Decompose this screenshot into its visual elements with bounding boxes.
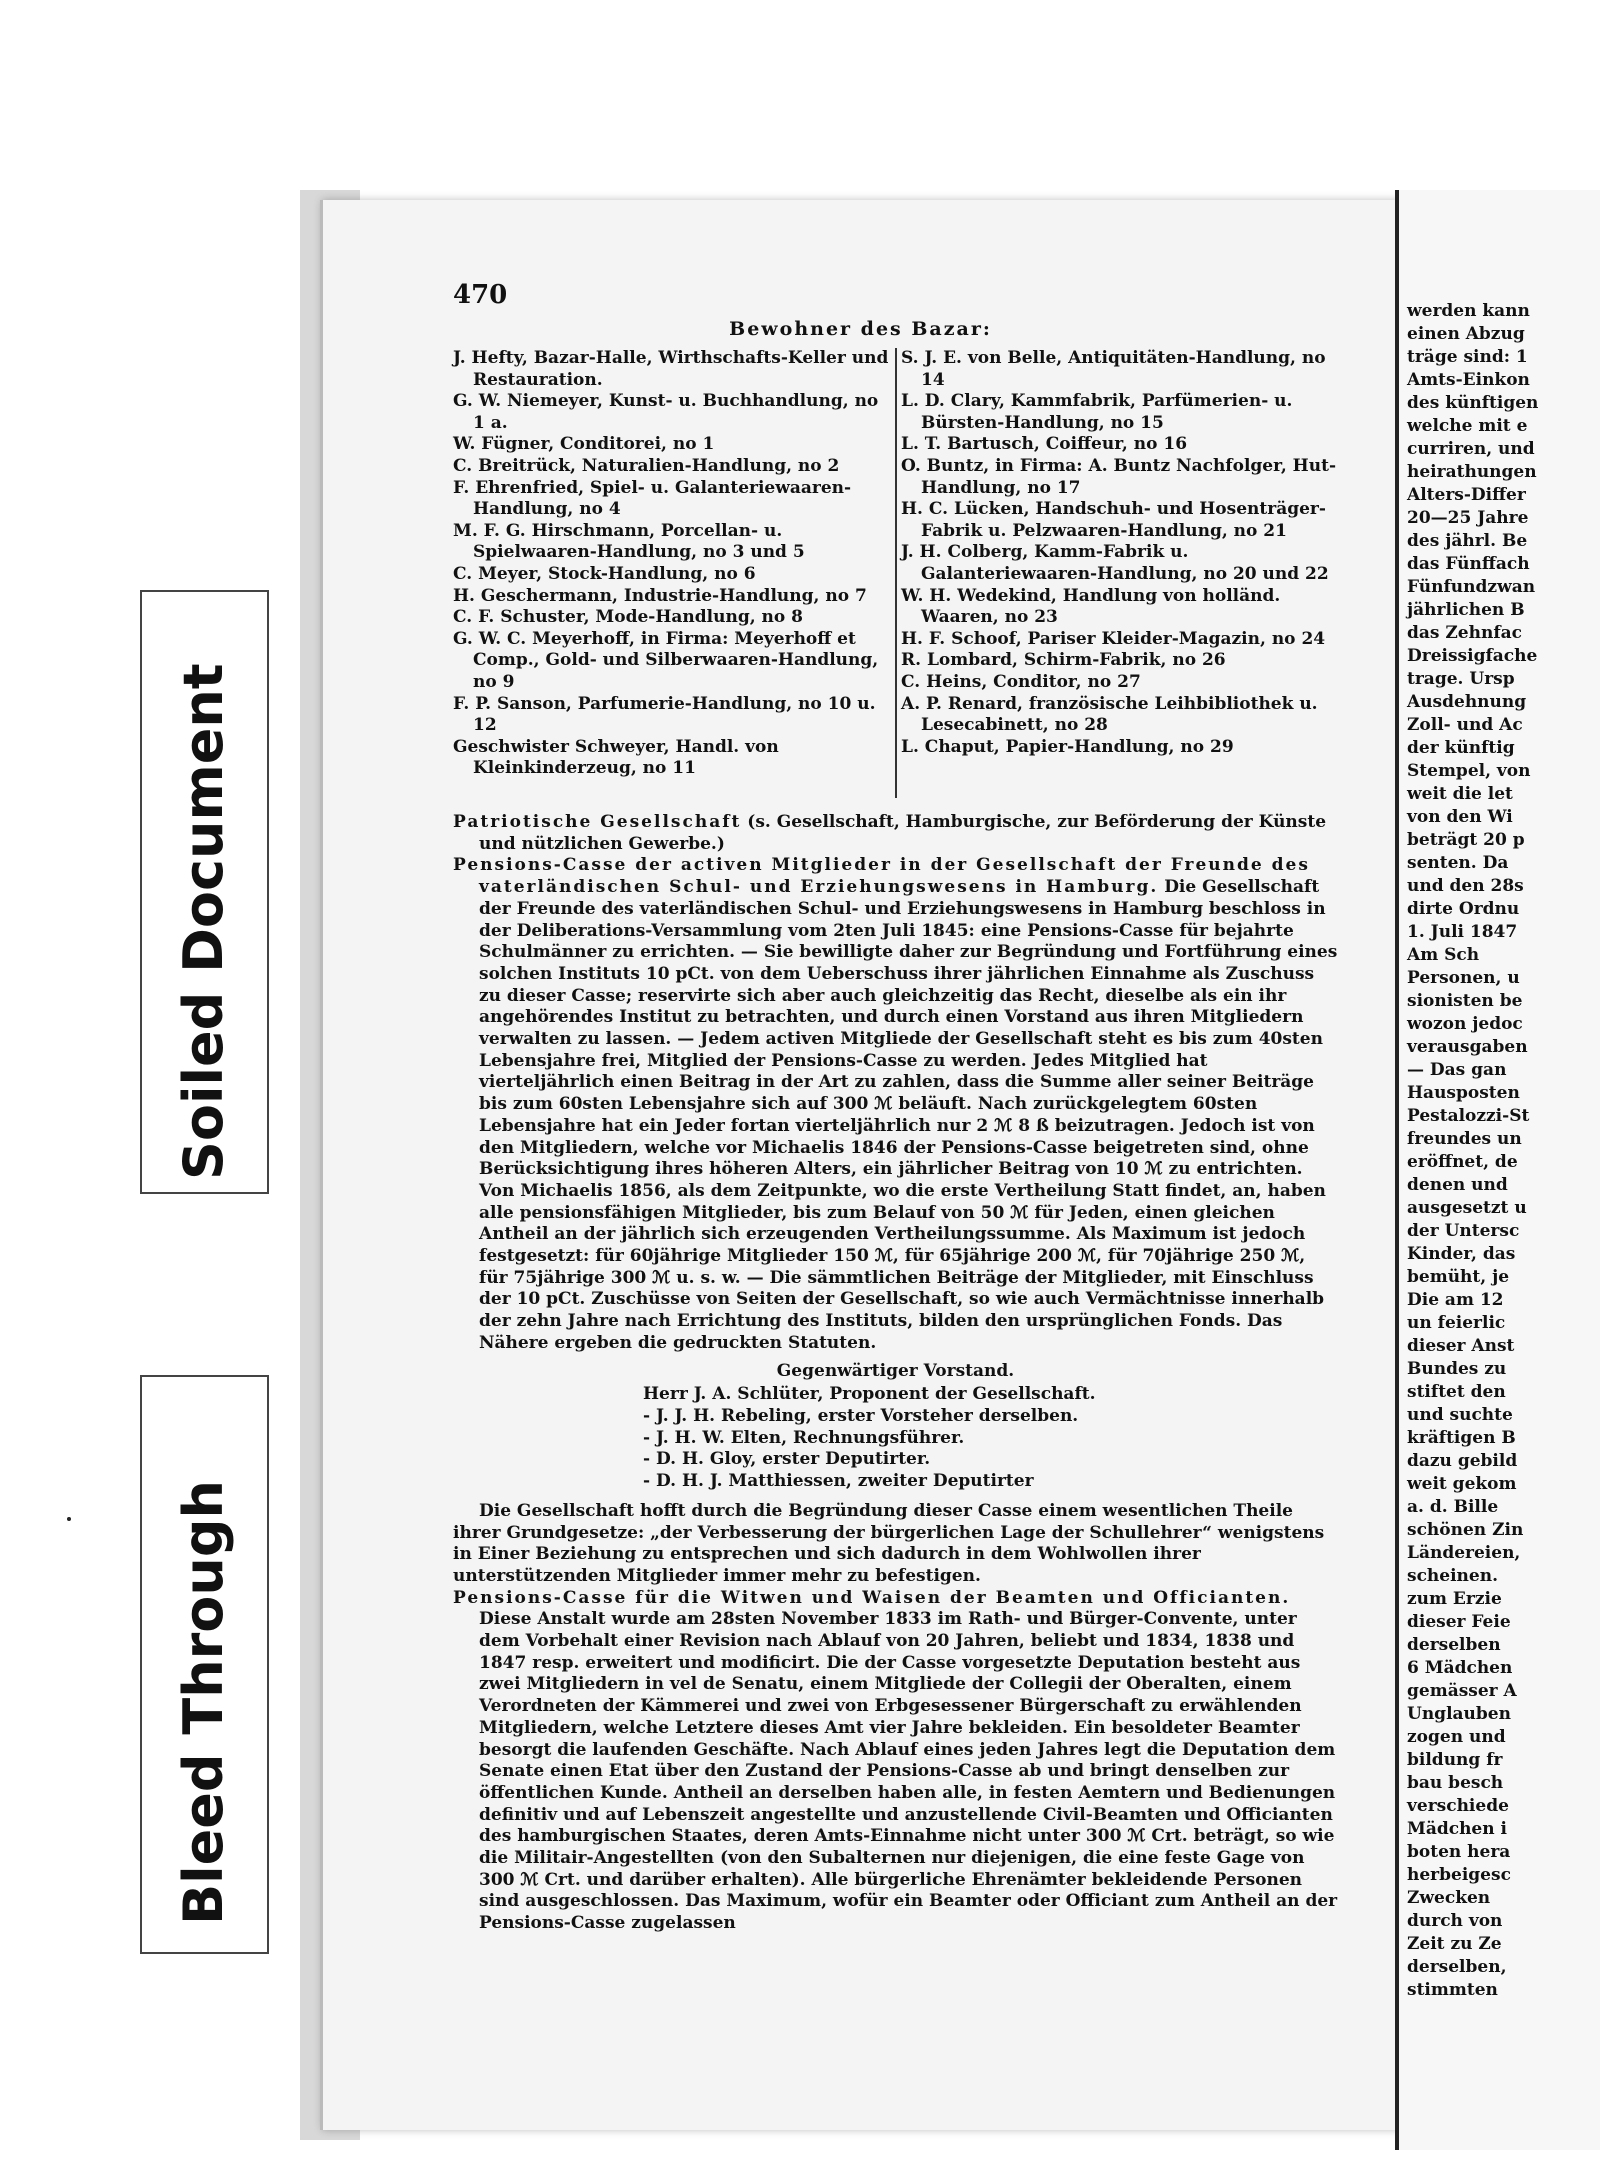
- adjacent-page-line: welche mit e: [1407, 416, 1528, 436]
- adjacent-page-line: zum Erzie: [1407, 1589, 1502, 1609]
- adjacent-page-line: wozon jedoc: [1407, 1014, 1523, 1034]
- adjacent-page-line: a. d. Bille: [1407, 1497, 1499, 1517]
- adjacent-page-line: weit die let: [1407, 784, 1513, 804]
- adjacent-page-line: gemässer A: [1407, 1681, 1517, 1701]
- section-heading: Bewohner des Bazar:: [729, 318, 992, 340]
- directory-entry: W. Fügner, Conditorei, no 1: [453, 434, 715, 455]
- adjacent-page-line: sionisten be: [1407, 991, 1523, 1011]
- document-page: [320, 200, 1398, 2130]
- adjacent-page-line: Die am 12: [1407, 1290, 1504, 1310]
- adjacent-page-line: bemüht, je: [1407, 1267, 1510, 1287]
- adjacent-page-line: beträgt 20 p: [1407, 830, 1525, 850]
- adjacent-page-line: Unglauben: [1407, 1704, 1511, 1724]
- adjacent-page-fragment: [1395, 190, 1600, 2150]
- adjacent-page-line: und den 28s: [1407, 876, 1524, 896]
- board-title: Gegenwärtiger Vorstand.: [776, 1360, 1015, 1381]
- adjacent-page-line: Hausposten: [1407, 1083, 1520, 1103]
- adjacent-page-line: Pestalozzi-St: [1407, 1106, 1530, 1126]
- adjacent-page-line: das Zehnfac: [1407, 623, 1523, 643]
- adjacent-page-line: Kinder, das: [1407, 1244, 1516, 1264]
- pensions-casse-1-closing: Die Gesellschaft hofft durch die Begründung dieser Casse einem wesentlichen Theile ihrer Grundgesetze: „der Verbesserung der bürgerlichen Lage der Schullehrer“ wenigstens in Einer Beziehung zu entsprechen und sich dadurch in dem Wohlwollen ihrer unterstützenden Mitglieder immer mehr zu befestigen.: [453, 1500, 1325, 1586]
- adjacent-page-line: herbeigesc: [1407, 1865, 1511, 1885]
- directory-entry: H. Geschermann, Industrie-Handlung, no 7: [453, 585, 867, 606]
- main-body-text: [453, 812, 1338, 1935]
- directory-entry: J. Hefty, Bazar-Halle, Wirthschafts-Keller und Restauration.: [453, 348, 889, 390]
- adjacent-page-line: Mädchen i: [1407, 1819, 1507, 1839]
- directory-right-column: [901, 348, 1343, 758]
- directory-entry: J. H. Colberg, Kamm-Fabrik u. Galanteriewaaren-Handlung, no 20 und 22: [901, 542, 1329, 584]
- adjacent-page-line: 20—25 Jahre: [1407, 508, 1529, 528]
- adjacent-page-line: denen und: [1407, 1175, 1508, 1195]
- adjacent-page-line: — Das gan: [1407, 1060, 1507, 1080]
- board-member: - D. H. Gloy, erster Deputirter.: [643, 1449, 931, 1470]
- adjacent-page-line: Fünfundzwan: [1407, 577, 1536, 597]
- adjacent-page-line: bau besch: [1407, 1773, 1504, 1793]
- directory-entry: G. W. C. Meyerhoff, in Firma: Meyerhoff et Comp., Gold- und Silberwaaren-Handlung, no 9: [453, 628, 879, 692]
- board-member: - J. J. H. Rebeling, erster Vorsteher derselben.: [643, 1405, 1079, 1426]
- adjacent-page-line: eröffnet, de: [1407, 1152, 1518, 1172]
- directory-entry: H. C. Lücken, Handschuh- und Hosenträger-Fabrik u. Pelzwaaren-Handlung, no 21: [901, 499, 1326, 541]
- adjacent-page-line: weit gekom: [1407, 1474, 1517, 1494]
- pensions-casse-1-text: Die Gesellschaft der Freunde des vaterländischen Schul- und Erziehungswesens in Hamburg beschloss in der Deliberations-Versammlung vom 2ten Juli 1845: eine Pensions-Casse für bejahrte Schulmänner zu errichten. — Sie bewilligte daher zur Begründung und Fortführung eines solchen Instituts 10 pCt. von dem Ueberschuss ihrer jährlichen Einnahme als Zuschuss zu dieser Casse; reservirte sich aber auch gleichzeitig das Recht, dieselbe als ein ihr angehörendes Institut zu betrachten, und durch einen Vorstand aus ihren Mitgliedern verwalten zu lassen. — Jedem activen Mitgliede der Gesellschaft steht es bis zum 40sten Lebensjahre frei, Mitglied der Pensions-Casse zu werden. Jedes Mitglied hat vierteljährlich einen Beitrag in der Art zu zahlen, dass die Summe aller seiner Beiträge bis zum 60sten Lebensjahre sich auf 300 ℳ beläuft. Nach zurückgelegtem 60sten Lebensjahre hat ein Jeder fortan vierteljährlich nur 2 ℳ 8 ß beizutragen. Jedoch ist von den Mitgliedern, welche vor Michaelis 1846 der Pensions-Casse beigetreten sind, ohne Berücksichtigung ihres höheren Alters, ein jährlicher Beitrag von 10 ℳ zu entrichten. Von Michaelis 1856, als dem Zeitpunkte, wo die erste Vertheilung Statt findet, an, haben alle pensionsfähigen Mitglieder, bis zum Belauf von 50 ℳ für Jeden, einen gleichen Antheil an der jährlich sich erzeugenden Vertheilungssumme. Als Maximum ist jedoch festgesetzt: für 60jährige Mitglieder 150 ℳ, für 65jährige 200 ℳ, für 70jährige 250 ℳ, für 75jährige 300 ℳ u. s. w. — Die sämmtlichen Beiträge der Mitglieder, mit Einschluss der 10 pCt. Zuschüsse von Seiten der Gesellschaft, so wie auch Vermächtnisse innerhalb der zehn Jahre nach Errichtung des Instituts, bilden den ursprünglichen Fonds. Das Nähere ergeben die gedruckten Statuten.: [479, 877, 1338, 1353]
- pensions-casse-2-title: Pensions-Casse für die Witwen und Waisen der Beamten und Officianten.: [453, 1587, 1291, 1608]
- page-number: 470: [453, 280, 508, 310]
- adjacent-page-line: verausgaben: [1407, 1037, 1528, 1057]
- directory-entry: C. Heins, Conditor, no 27: [901, 671, 1141, 692]
- adjacent-page-line: senten. Da: [1407, 853, 1509, 873]
- adjacent-page-line: Am Sch: [1407, 945, 1480, 965]
- adjacent-page-line: kräftigen B: [1407, 1428, 1516, 1448]
- adjacent-page-line: Zeit zu Ze: [1407, 1934, 1502, 1954]
- stamp-soiled-document: Soiled Document: [172, 663, 235, 1180]
- adjacent-page-line: werden kann: [1407, 301, 1530, 321]
- adjacent-page-line: curriren, und: [1407, 439, 1535, 459]
- adjacent-page-line: dieser Feie: [1407, 1612, 1511, 1632]
- stamp-bleed-through: Bleed Through: [172, 1480, 235, 1925]
- adjacent-page-line: stiftet den: [1407, 1382, 1506, 1402]
- patriotische-text: (s. Gesellschaft, Hamburgische, zur Beförderung der Künste und nützlichen Gewerbe.): [479, 812, 1327, 854]
- pensions-casse-2-text: Diese Anstalt wurde am 28sten November 1833 im Rath- und Bürger-Convente, unter dem Vorbehalt einer Revision nach Ablauf von 20 Jahren, beliebt und 1834, 1838 und 1847 resp. erweitert und modificirt. Die der Casse vorgesetzte Deputation besteht aus zwei Mitgliedern in vel de Senatu, einem Mitgliede der Collegii der Oberalten, einem Verordneten der Kämmerei und zwei von Erbgesessener Bürgerschaft zu erwählenden Mitgliedern, welche Letztere dieses Amt vier Jahre bekleiden. Ein besoldeter Beamter besorgt die laufenden Geschäfte. Nach Ablauf eines jeden Jahres legt die Deputation dem Senate einen Etat über den Zustand der Pensions-Casse ab und bringt denselben zur öffentlichen Kunde. Antheil an derselben haben alle, in festen Aemtern und Bedienungen definitiv und auf Lebenszeit angestellte und anzustellende Civil-Beamten und Officianten des hamburgischen Staates, deren Amts-Einnahme nicht unter 300 ℳ Crt. beträgt, so wie die Militair-Angestellten (von den Subalternen nur diejenigen, die eine feste Gage von 300 ℳ Crt. und darüber erhalten). Alle bürgerliche Ehrenämter bekleidende Personen sind ausgeschlossen. Das Maximum, wofür ein Beamter oder Officiant zum Antheil an der Pensions-Casse zugelassen: [479, 1609, 1338, 1934]
- adjacent-page-line: derselben: [1407, 1635, 1501, 1655]
- adjacent-page-line: einen Abzug: [1407, 324, 1525, 344]
- board-member: Herr J. A. Schlüter, Proponent der Gesellschaft.: [643, 1384, 1096, 1405]
- adjacent-page-line: Ländereien,: [1407, 1543, 1521, 1563]
- pensions-casse-2-paragraph: [453, 1588, 1338, 1935]
- adjacent-page-line: träge sind: 1: [1407, 347, 1528, 367]
- adjacent-page-line: dazu gebild: [1407, 1451, 1518, 1471]
- adjacent-page-line: boten hera: [1407, 1842, 1511, 1862]
- adjacent-page-line: und suchte: [1407, 1405, 1513, 1425]
- directory-entry: C. Breitrück, Naturalien-Handlung, no 2: [453, 455, 840, 476]
- adjacent-page-line: Ausdehnung: [1407, 692, 1527, 712]
- adjacent-page-line: 6 Mädchen: [1407, 1658, 1513, 1678]
- adjacent-page-line: dirte Ordnu: [1407, 899, 1520, 919]
- directory-entry: F. Ehrenfried, Spiel- u. Galanteriewaaren-Handlung, no 4: [453, 477, 852, 520]
- directory-entry: C. Meyer, Stock-Handlung, no 6: [453, 563, 756, 584]
- directory-entry: L. Chaput, Papier-Handlung, no 29: [901, 736, 1234, 757]
- adjacent-page-line: dieser Anst: [1407, 1336, 1515, 1356]
- directory-entry: G. W. Niemeyer, Kunst- u. Buchhandlung, no 1 a.: [453, 391, 879, 433]
- patriotische-paragraph: [453, 812, 1338, 855]
- adjacent-page-line: des künftigen: [1407, 393, 1539, 413]
- adjacent-page-line: scheinen.: [1407, 1566, 1499, 1586]
- adjacent-page-line: Alters-Differ: [1407, 485, 1526, 505]
- adjacent-page-line: das Fünffach: [1407, 554, 1530, 574]
- patriotische-title: Patriotische Gesellschaft: [453, 812, 742, 832]
- adjacent-page-line: Dreissigfache: [1407, 646, 1538, 666]
- adjacent-page-line: un feierlic: [1407, 1313, 1506, 1333]
- directory-entry: F. P. Sanson, Parfumerie-Handlung, no 10 u. 12: [453, 693, 876, 736]
- adjacent-page-line: bildung fr: [1407, 1750, 1503, 1770]
- directory-entry: O. Buntz, in Firma: A. Buntz Nachfolger, Hut-Handlung, no 17: [901, 455, 1337, 498]
- adjacent-page-line: derselben,: [1407, 1957, 1507, 1977]
- adjacent-page-line: heirathungen: [1407, 462, 1537, 482]
- adjacent-page-line: Zwecken: [1407, 1888, 1491, 1908]
- adjacent-page-line: Personen, u: [1407, 968, 1520, 988]
- adjacent-page-line: 1. Juli 1847: [1407, 922, 1518, 942]
- adjacent-page-lines: [1399, 190, 1600, 2002]
- pensions-casse-1-title: Pensions-Casse der activen Mitglieder in der Gesellschaft der Freunde des vaterländischen Schul- und Erziehungswesens in Hamburg.: [453, 855, 1310, 898]
- adjacent-page-line: verschiede: [1407, 1796, 1509, 1816]
- directory-entry: S. J. E. von Belle, Antiquitäten-Handlung, no 14: [901, 348, 1326, 390]
- speck: [67, 1517, 71, 1521]
- adjacent-page-line: der künftig: [1407, 738, 1515, 758]
- adjacent-page-line: stimmten: [1407, 1980, 1498, 2000]
- directory-left-column: [453, 348, 897, 798]
- directory-entry: M. F. G. Hirschmann, Porcellan- u. Spielwaaren-Handlung, no 3 und 5: [453, 520, 805, 563]
- adjacent-page-line: jährlichen B: [1407, 600, 1525, 620]
- adjacent-page-line: schönen Zin: [1407, 1520, 1524, 1540]
- adjacent-page-line: des jährl. Be: [1407, 531, 1528, 551]
- directory-entry: R. Lombard, Schirm-Fabrik, no 26: [901, 650, 1226, 671]
- adjacent-page-line: Zoll- und Ac: [1407, 715, 1523, 735]
- adjacent-page-line: Bundes zu: [1407, 1359, 1507, 1379]
- adjacent-page-line: freundes un: [1407, 1129, 1522, 1149]
- adjacent-page-line: durch von: [1407, 1911, 1503, 1931]
- adjacent-page-line: Amts-Einkon: [1407, 370, 1530, 390]
- adjacent-page-line: von den Wi: [1407, 807, 1513, 827]
- adjacent-page-line: trage. Ursp: [1407, 669, 1515, 689]
- pensions-casse-1-paragraph: [453, 855, 1338, 1354]
- adjacent-page-line: zogen und: [1407, 1727, 1506, 1747]
- directory-entry: L. T. Bartusch, Coiffeur, no 16: [901, 434, 1188, 455]
- directory-entry: A. P. Renard, französische Leihbibliothek u. Lesecabinett, no 28: [901, 693, 1318, 736]
- adjacent-page-line: Stempel, von: [1407, 761, 1531, 781]
- directory-entry: H. F. Schoof, Pariser Kleider-Magazin, no 24: [901, 628, 1326, 649]
- adjacent-page-line: ausgesetzt u: [1407, 1198, 1527, 1218]
- directory-entry: L. D. Clary, Kammfabrik, Parfümerien- u. Bürsten-Handlung, no 15: [901, 391, 1293, 433]
- directory-entry: W. H. Wedekind, Handlung von holländ. Waaren, no 23: [901, 585, 1281, 628]
- adjacent-page-line: der Untersc: [1407, 1221, 1520, 1241]
- board-member: - D. H. J. Matthiessen, zweiter Deputirter: [643, 1471, 1034, 1492]
- directory-entry: C. F. Schuster, Mode-Handlung, no 8: [453, 607, 803, 628]
- directory-entry: Geschwister Schweyer, Handl. von Kleinkinderzeug, no 11: [453, 736, 779, 779]
- board-member: - J. H. W. Elten, Rechnungsführer.: [643, 1427, 965, 1448]
